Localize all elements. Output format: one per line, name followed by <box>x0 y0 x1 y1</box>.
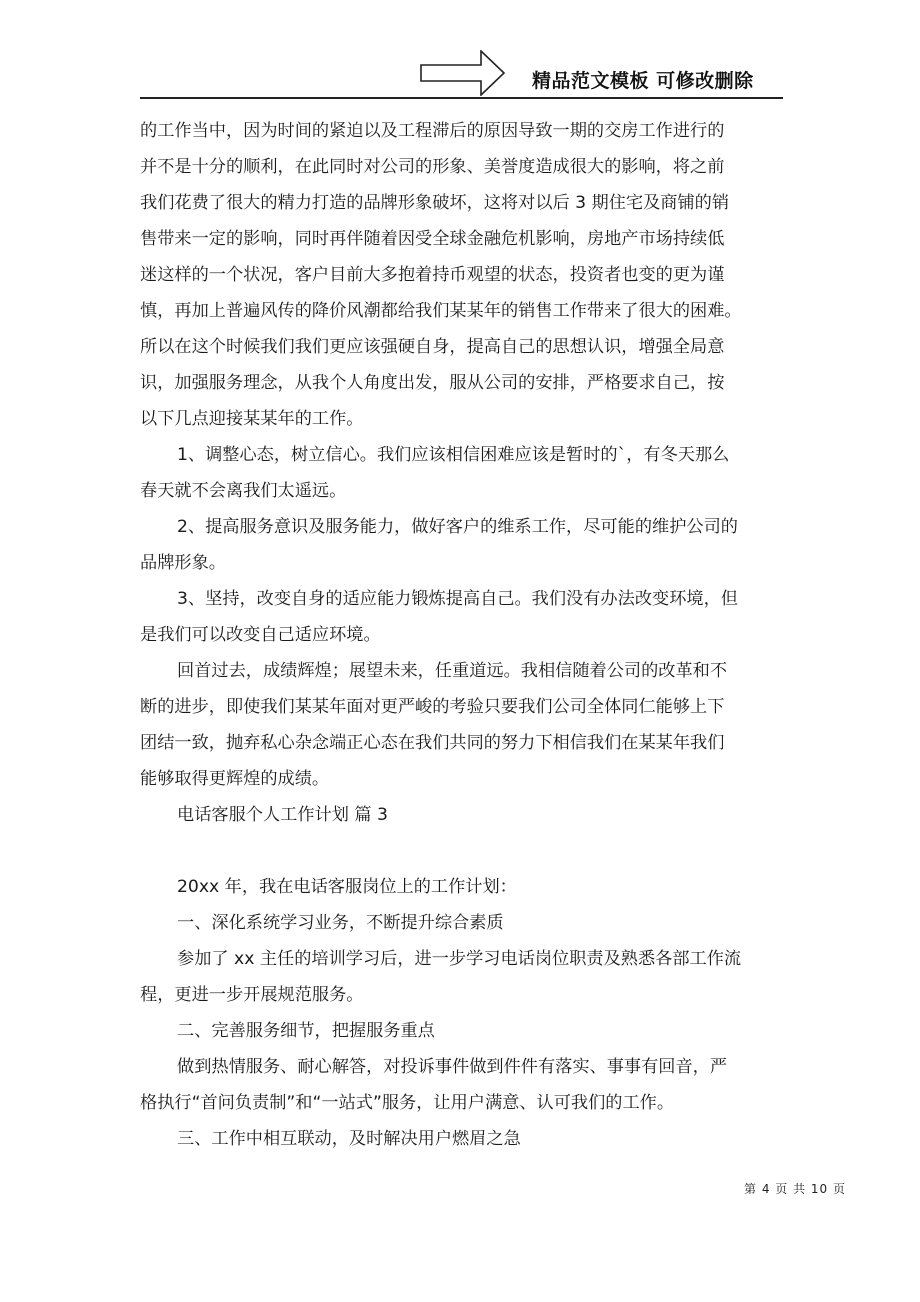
list-item-line: 2、提高服务意识及服务能力，做好客户的维系工作，尽可能的维护公司的 <box>177 517 738 537</box>
paragraph-line: 售带来一定的影响，同时再伴随着因受全球金融危机影响，房地产市场持续低 <box>140 229 725 249</box>
paragraph-line: 程，更进一步开展规范服务。 <box>140 985 364 1005</box>
paragraph-line: 20xx 年，我在电话客服岗位上的工作计划： <box>177 877 517 897</box>
subheading-line: 一、深化系统学习业务，不断提升综合素质 <box>177 913 504 933</box>
header-title: 精品范文模板 可修改删除 <box>532 70 754 92</box>
paragraph-line: 并不是十分的顺利，在此同时对公司的形象、美誉度造成很大的影响，将之前 <box>140 157 725 177</box>
blank-line <box>140 833 783 869</box>
list-item-line: 1、调整心态，树立信心。我们应该相信困难应该是暂时的`，有冬天那么 <box>177 445 730 465</box>
list-item-line: 品牌形象。 <box>140 553 226 573</box>
list-item-line: 3、坚持，改变自身的适应能力锻炼提高自己。我们没有办法改变环境，但 <box>177 589 738 609</box>
list-item-line: 是我们可以改变自己适应环境。 <box>140 625 381 645</box>
paragraph-line: 以下几点迎接某某年的工作。 <box>140 409 364 429</box>
subheading-line: 二、完善服务细节，把握服务重点 <box>177 1021 435 1041</box>
paragraph-line: 做到热情服务、耐心解答，对投诉事件做到件件有落实、事事有回音，严 <box>177 1057 728 1077</box>
paragraph-line: 所以在这个时候我们我们更应该强硬自身，提高自己的思想认识，增强全局意 <box>140 337 725 357</box>
page-number: 第 4 页 共 10 页 <box>744 1182 846 1196</box>
header-rule <box>140 97 783 99</box>
paragraph-line: 参加了 xx 主任的培训学习后，进一步学习电话岗位职责及熟悉各部工作流 <box>177 949 742 969</box>
list-item-line: 春天就不会离我们太遥远。 <box>140 481 347 501</box>
paragraph-line: 识，加强服务理念，从我个人角度出发，服从公司的安排，严格要求自己，按 <box>140 373 725 393</box>
document-body <box>140 113 783 1157</box>
paragraph-line: 团结一致，抛弃私心杂念端正心态在我们共同的努力下相信我们在某某年我们 <box>140 733 725 753</box>
right-arrow-outline-icon <box>420 50 506 96</box>
paragraph-line: 能够取得更辉煌的成绩。 <box>140 769 330 789</box>
paragraph-line: 回首过去，成绩辉煌；展望未来，任重道远。我相信随着公司的改革和不 <box>177 661 728 681</box>
paragraph-line: 迷这样的一个状况，客户目前大多抱着持币观望的状态，投资者也变的更为谨 <box>140 265 725 285</box>
paragraph-line: 断的进步，即使我们某某年面对更严峻的考验只要我们公司全体同仁能够上下 <box>140 697 725 717</box>
paragraph-line: 慎，再加上普遍风传的降价风潮都给我们某某年的销售工作带来了很大的困难。 <box>140 301 742 321</box>
page-header <box>0 0 920 100</box>
subheading-line: 三、工作中相互联动，及时解决用户燃眉之急 <box>177 1129 521 1149</box>
paragraph-line: 我们花费了很大的精力打造的品牌形象破坏，这将对以后 3 期住宅及商铺的销 <box>140 193 730 213</box>
section-heading: 电话客服个人工作计划 篇 3 <box>177 805 388 825</box>
paragraph-line: 的工作当中，因为时间的紧迫以及工程滞后的原因导致一期的交房工作进行的 <box>140 121 725 141</box>
paragraph-line: 格执行“首问负责制”和“一站式”服务，让用户满意、认可我们的工作。 <box>140 1093 675 1113</box>
